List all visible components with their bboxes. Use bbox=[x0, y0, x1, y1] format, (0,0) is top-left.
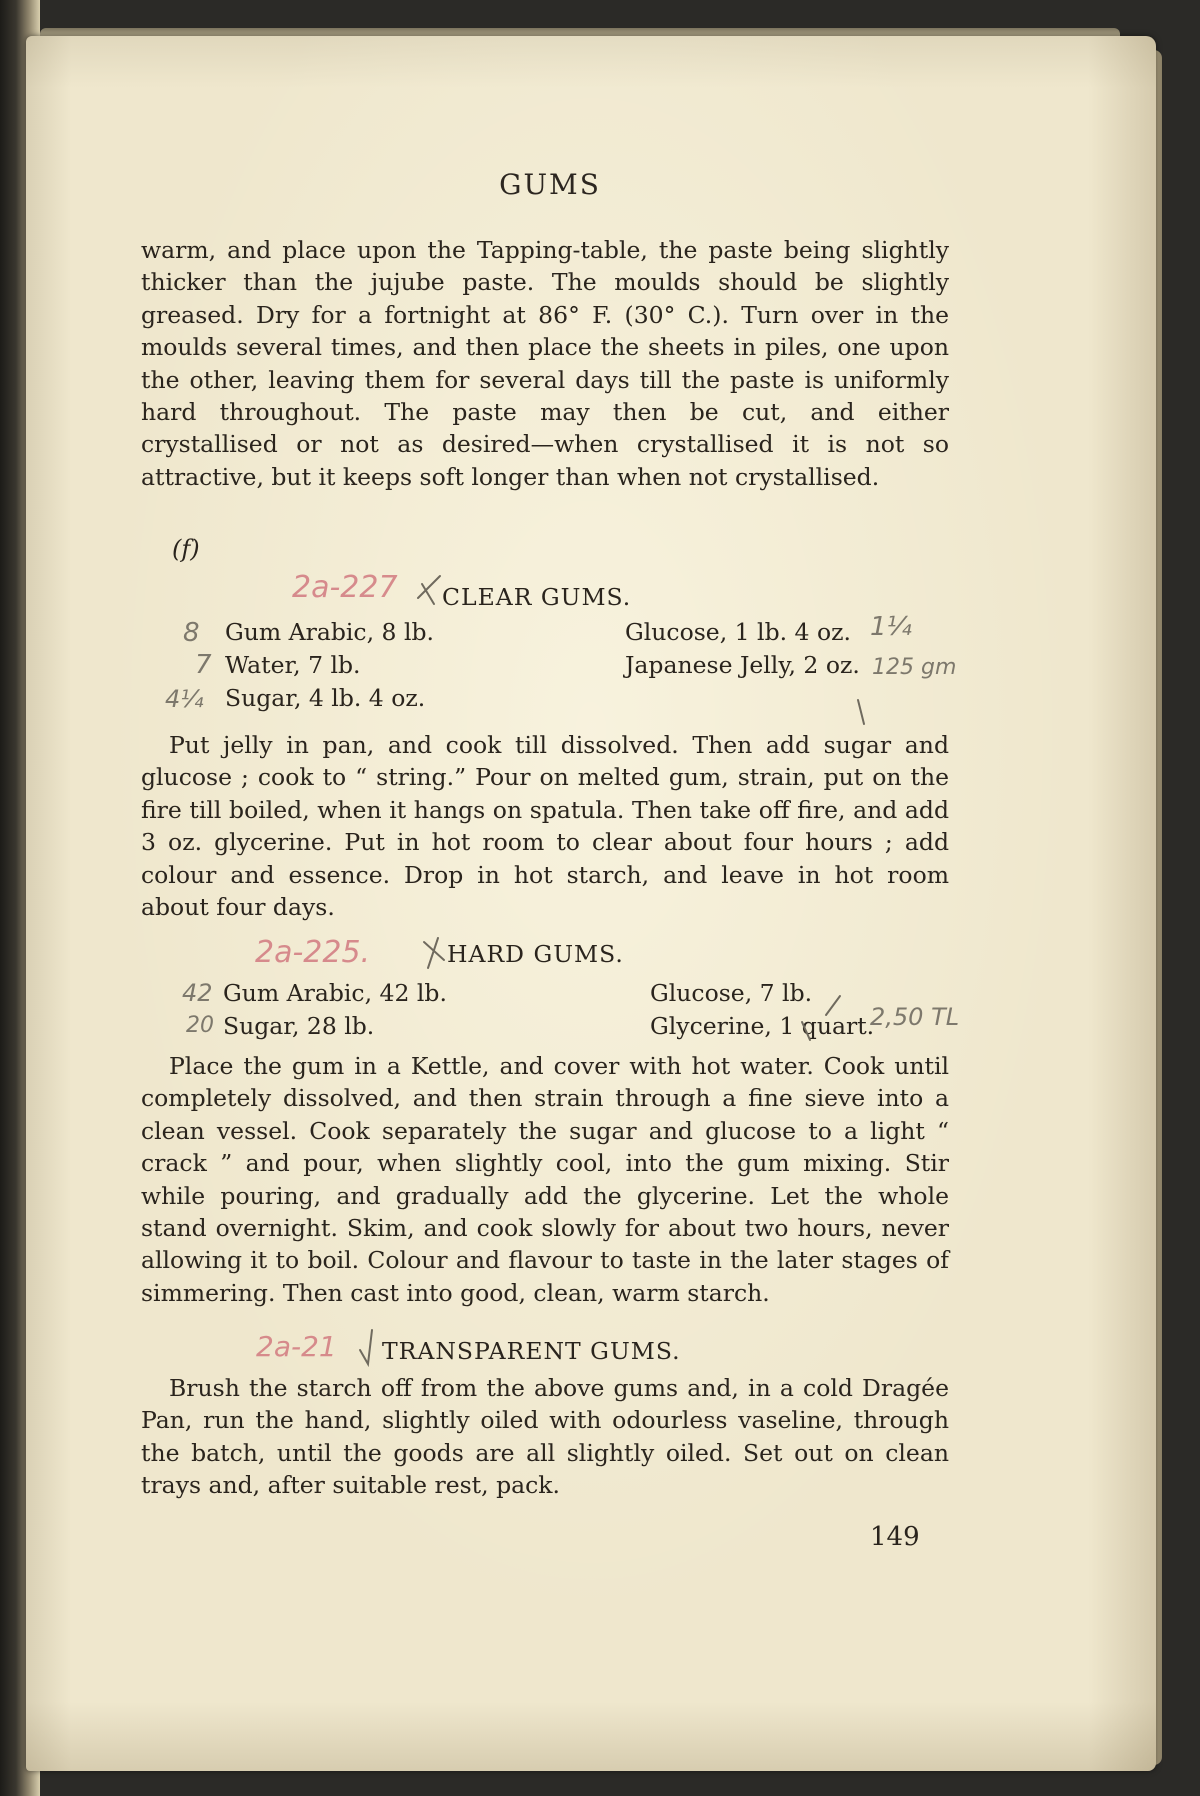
hard-gums-red-code: 2a-225. bbox=[255, 935, 371, 970]
clear-gums-ingredient: Japanese Jelly, 2 oz. bbox=[625, 651, 860, 679]
hard-gums-ingredient: Glucose, 7 lb. bbox=[650, 979, 813, 1007]
clear-gums-ingredient: Sugar, 4 lb. 4 oz. bbox=[225, 684, 426, 712]
hard-gums-ingredient: Sugar, 28 lb. bbox=[223, 1012, 375, 1040]
hard-gums-ingredient: Glycerine, 1 quart. bbox=[650, 1012, 875, 1040]
clear-gums-ingredient: Water, 7 lb. bbox=[225, 651, 361, 679]
page-number: 149 bbox=[870, 1522, 920, 1552]
hard-gums-ingredient: Gum Arabic, 42 lb. bbox=[223, 979, 447, 1007]
clear-gums-red-code: 2a-227 bbox=[292, 570, 398, 605]
clear-gums-margin-1: 8 bbox=[183, 618, 200, 648]
hard-gums-margin-right: 2,50 TL bbox=[870, 1003, 960, 1031]
transparent-gums-red-code: 2a-21 bbox=[256, 1330, 337, 1363]
clear-gums-margin-2: 7 bbox=[195, 650, 212, 680]
hard-gums-heading: HARD GUMS. bbox=[447, 940, 624, 968]
running-head: GUMS bbox=[499, 168, 601, 201]
clear-gums-ingredient: Glucose, 1 lb. 4 oz. bbox=[625, 618, 851, 646]
clear-gums-method: Put jelly in pan, and cook till dissolved. Then add sugar and glucose ; cook to “ string.” Pour on melted gum, strain, put on the fire till boiled, when it hangs on spatula. Then take off fire, and add 3 oz. glycerine. Put in hot room to clear about four hours ; add colour and essence. Drop in hot starch, and leave in hot room about four days. bbox=[141, 731, 949, 922]
transparent-gums-heading: TRANSPARENT GUMS. bbox=[382, 1337, 681, 1365]
clear-gums-margin-right-2: 125 gm bbox=[872, 655, 957, 680]
clear-gums-heading: CLEAR GUMS. bbox=[442, 583, 632, 611]
clear-gums-margin-3: 4¼ bbox=[165, 685, 204, 713]
hard-gums-margin-2: 20 bbox=[186, 1013, 214, 1038]
intro-paragraph: warm, and place upon the Tapping-table, the paste being slightly thicker than the jujube paste. The moulds should be slightly greased. Dry for a fortnight at 86° F. (30° C.). Turn over in the moulds several times, and then place the sheets in piles, one upon the other, leaving them for several days till the paste is uniformly hard throughout. The paste may then be cut, and either crystallised or not as desired—when crystallised it is not so attractive, but it keeps soft longer than when not crystallised. bbox=[141, 236, 949, 491]
hard-gums-margin-1: 42 bbox=[182, 979, 213, 1007]
hard-gums-method: Place the gum in a Kettle, and cover with hot water. Cook until completely dissolved, and then strain through a fine sieve into a clean vessel. Cook separately the sugar and glucose to a light “ crack ” and pour, when slightly cool, into the gum mixing. Stir while pouring, and gradually add the glycerine. Let the whole stand overnight. Skim, and cook slowly for about two hours, never allowing it to boil. Colour and flavour to taste in the later stages of simmering. Then cast into good, clean, warm starch. bbox=[141, 1052, 949, 1307]
transparent-gums-method: Brush the starch off from the above gums and, in a cold Dragée Pan, run the hand, slightly oiled with odourless vaseline, through the batch, until the goods are all slightly oiled. Set out on clean trays and, after suitable rest, pack. bbox=[141, 1374, 949, 1500]
clear-gums-ingredient: Gum Arabic, 8 lb. bbox=[225, 618, 434, 646]
clear-gums-margin-right-1: 1¼ bbox=[870, 612, 912, 642]
section-letter: (f) bbox=[172, 535, 200, 563]
